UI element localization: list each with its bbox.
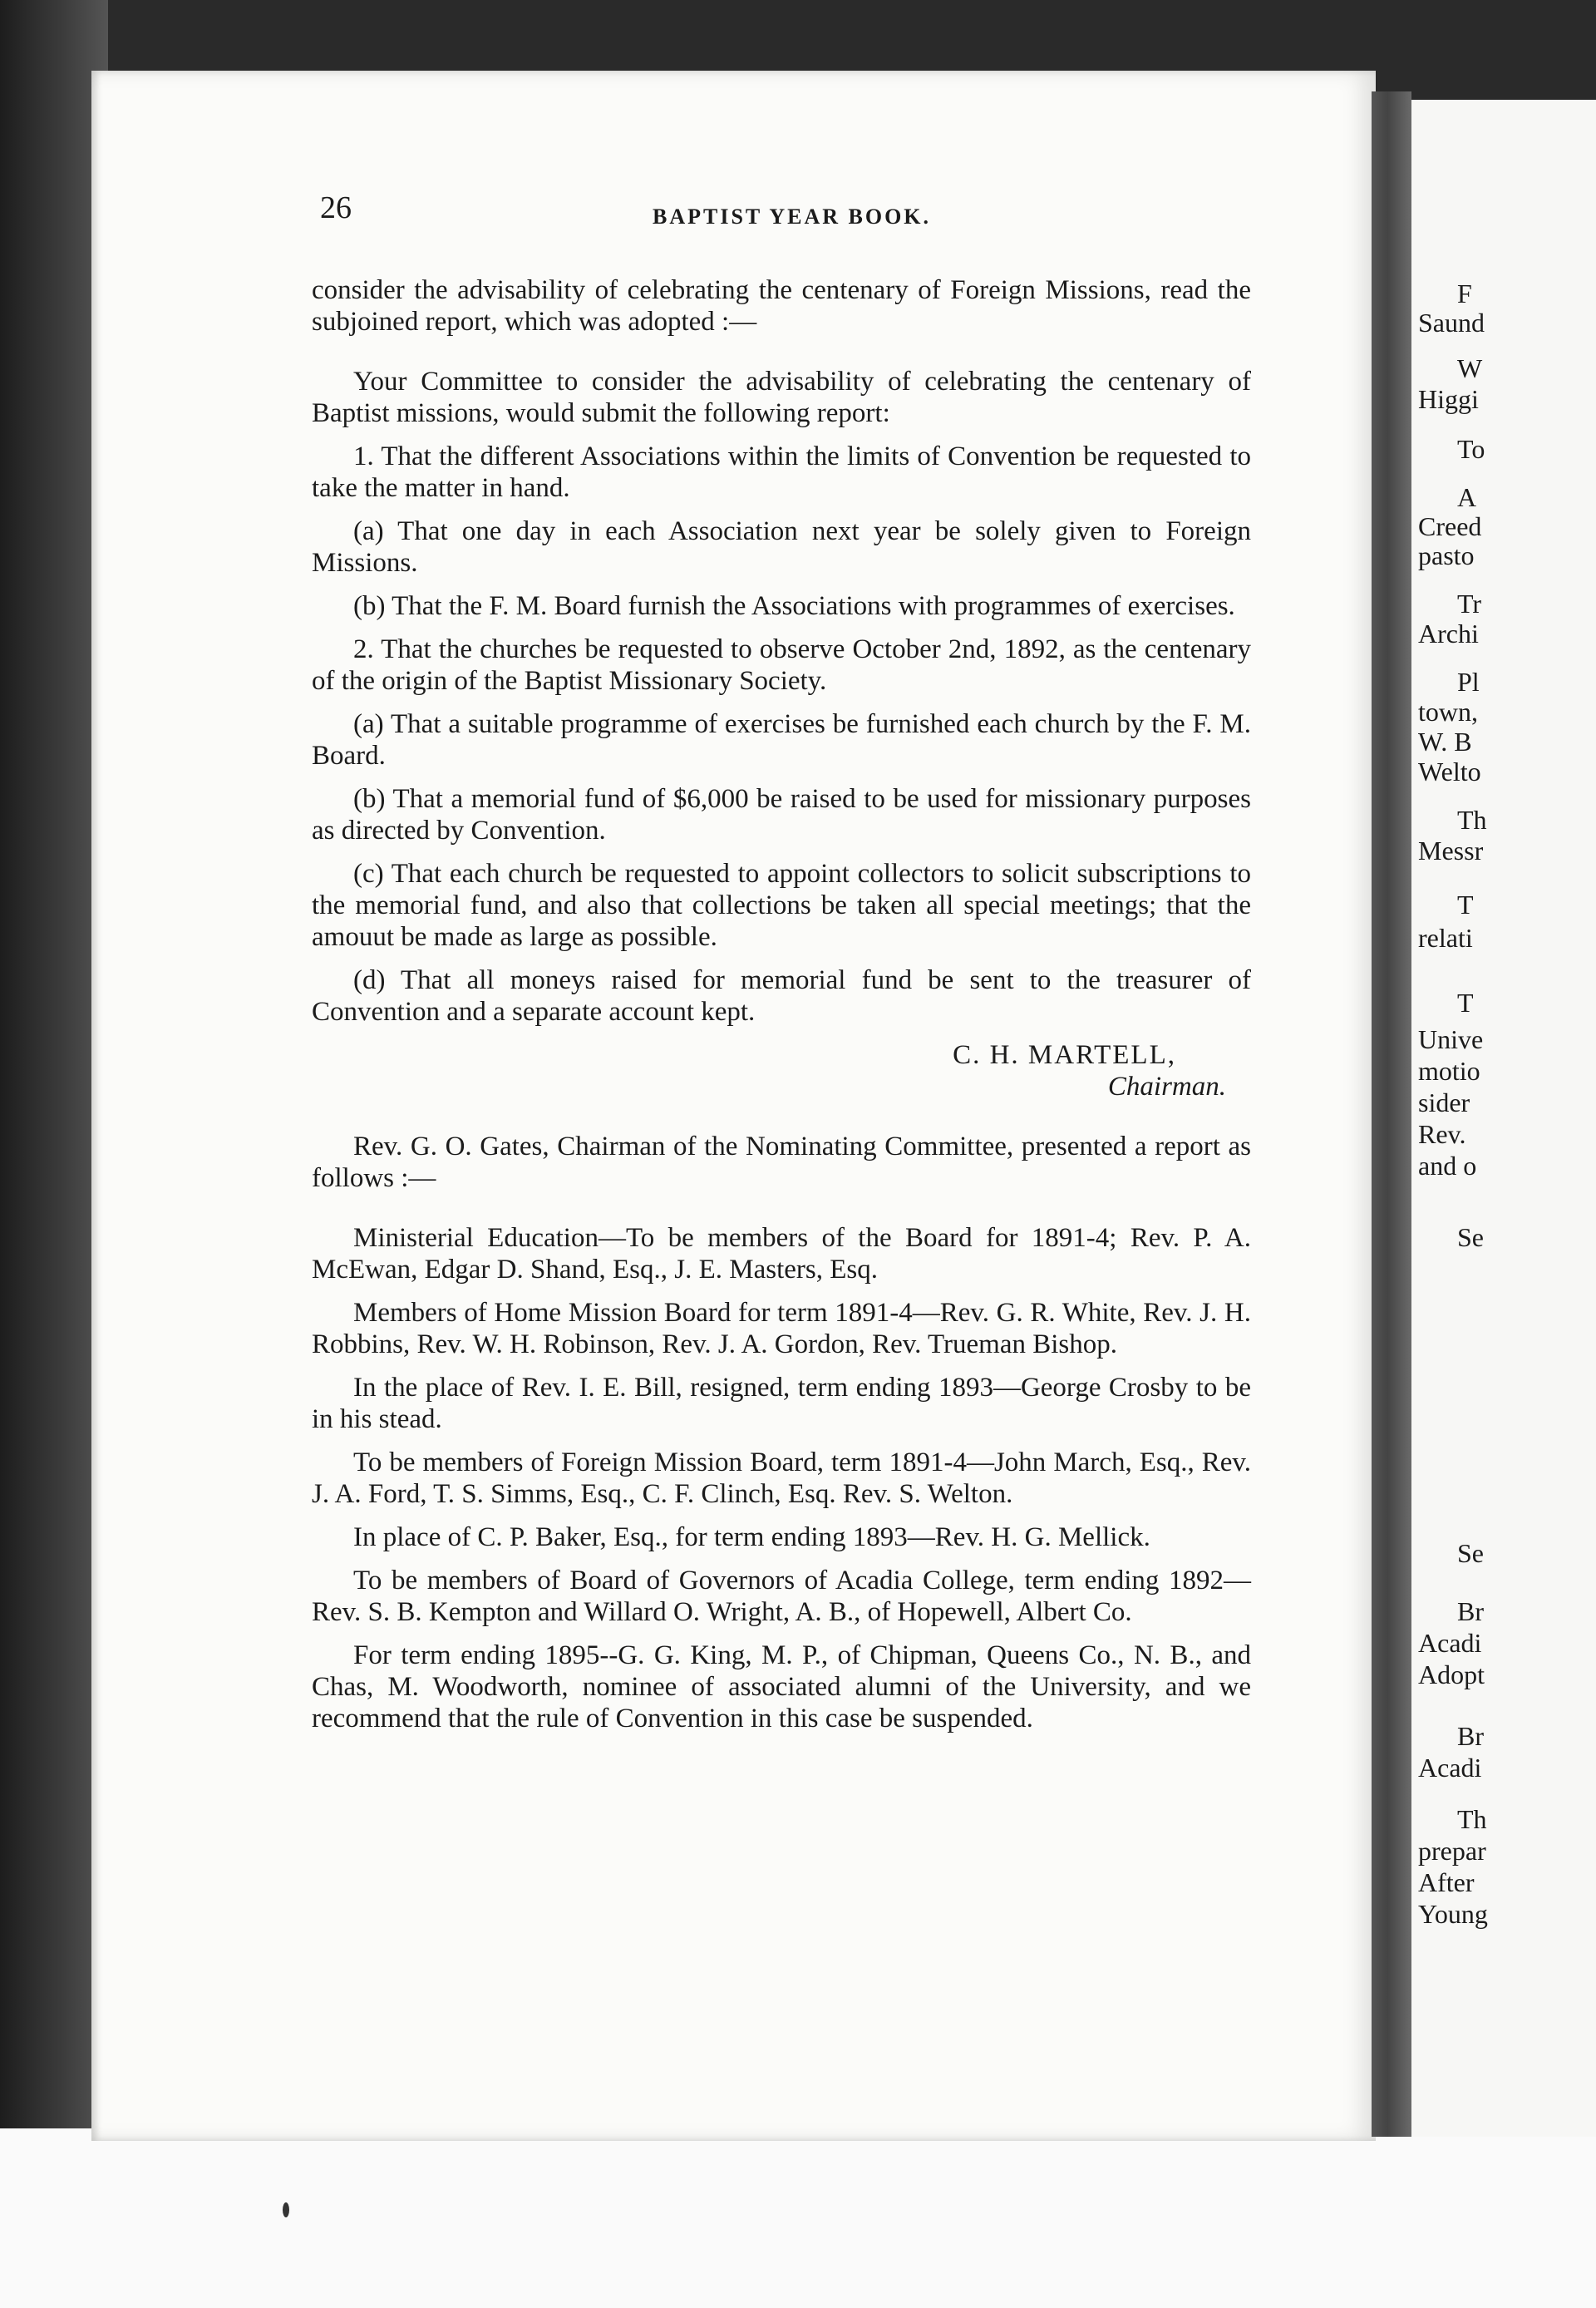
paragraph: (a) That one day in each Association next year be solely given to Foreign Missions. (312, 516, 1251, 578)
right-page-fragment: Higgi (1418, 384, 1479, 414)
page-body (312, 274, 1251, 1746)
page-header (320, 190, 1251, 239)
paragraph: In place of C. P. Baker, Esq., for term ending 1893—Rev. H. G. Mellick. (353, 1522, 1150, 1552)
page-number: 26 (320, 190, 352, 225)
right-page-fragment: motio (1418, 1056, 1480, 1086)
paragraph: 2. That the churches be requested to observe October 2nd, 1892, as the centenary of the origin of the Baptist Missionary Society. (312, 634, 1251, 696)
right-page-fragment: Acadi (1418, 1628, 1482, 1658)
right-page-fragment: Br (1457, 1721, 1484, 1751)
right-page-fragment: Archi (1418, 619, 1479, 649)
signatory-name: C. H. MARTELL, (953, 1040, 1176, 1070)
right-page-fragment: To (1457, 434, 1485, 464)
right-page-fragment: Se (1457, 1538, 1484, 1568)
paragraph: (c) That each church be requested to appoint collectors to solicit subscriptions to the memorial fund, and also that collections be taken all special meetings; that the amouut be made as large as possible. (312, 859, 1251, 952)
right-page-fragment: Messr (1418, 836, 1484, 866)
right-page-fragment: T (1457, 890, 1474, 920)
right-page-fragment: Th (1457, 805, 1487, 835)
paragraph: Members of Home Mission Board for term 1891-4—Rev. G. R. White, Rev. J. H. Robbins, Rev. W. H. Robinson, Rev. J. A. Gordon, Rev. Trueman Bishop. (312, 1298, 1251, 1359)
right-page-fragment: pasto (1418, 540, 1475, 570)
running-title: BAPTIST YEAR BOOK. (653, 205, 932, 229)
paragraph: In the place of Rev. I. E. Bill, resigned, term ending 1893—George Crosby to be in his stead. (312, 1373, 1251, 1434)
signatory-role: Chairman. (1107, 1072, 1226, 1102)
paragraph: To be members of Foreign Mission Board, term 1891-4—John March, Esq., Rev. J. A. Ford, T. S. Simms, Esq., C. F. Clinch, Esq. Rev. S. Welton. (312, 1447, 1251, 1509)
right-page-fragment: A (1457, 482, 1477, 512)
paragraph: (b) That a memorial fund of $6,000 be raised to be used for missionary purposes as directed by Convention. (312, 784, 1251, 846)
right-page-fragment: Saund (1418, 308, 1485, 338)
right-page-fragment: Se (1457, 1222, 1484, 1252)
right-page-fragment: After (1418, 1867, 1475, 1897)
right-page-fragment: relati (1418, 923, 1473, 953)
scan-bottom-margin (0, 2128, 1596, 2308)
right-page-fragment: F (1457, 279, 1472, 308)
right-page-fragment: town, (1418, 697, 1478, 727)
right-page-edge (1411, 100, 1596, 2137)
right-page-fragment: sider (1418, 1087, 1470, 1117)
right-page-fragment: Unive (1418, 1024, 1484, 1054)
right-page-fragment: prepar (1418, 1836, 1486, 1866)
paragraph: Your Committee to consider the advisability of celebrating the centenary of Baptist missions, would submit the following report: (312, 367, 1251, 428)
paragraph: (d) That all moneys raised for memorial fund be sent to the treasurer of Convention and a separate account kept. (312, 965, 1251, 1027)
paragraph: Ministerial Education—To be members of the Board for 1891-4; Rev. P. A. McEwan, Edgar D. Shand, Esq., J. E. Masters, Esq. (312, 1223, 1251, 1285)
right-page-fragment: Pl (1457, 667, 1480, 697)
paragraph: (a) That a suitable programme of exercises be furnished each church by the F. M. Board. (312, 709, 1251, 771)
right-page-fragment: W (1457, 353, 1483, 383)
right-page-fragment: Br (1457, 1596, 1484, 1626)
right-page-fragment: Creed (1418, 511, 1482, 541)
right-page-fragment: and o (1418, 1151, 1477, 1181)
paragraph: 1. That the different Associations within the limits of Convention be requested to take the matter in hand. (312, 441, 1251, 503)
right-page-fragment: Th (1457, 1804, 1487, 1834)
paragraph: For term ending 1895--G. G. King, M. P., of Chipman, Queens Co., N. B., and Chas, M. Woodworth, nominee of associated alumni of the University, and we recommend that the rule of Convention in this case be suspended. (312, 1640, 1251, 1733)
paragraph: consider the advisability of celebrating the centenary of Foreign Missions, read the subjoined report, which was adopted :— (312, 275, 1251, 337)
right-page-fragment: Tr (1457, 589, 1482, 619)
right-page-fragment: Young (1418, 1899, 1488, 1929)
right-page-fragment: Welto (1418, 757, 1481, 787)
right-page-fragment: Rev. (1418, 1119, 1466, 1149)
signature-block (312, 1039, 1226, 1102)
right-page-fragment: T (1457, 988, 1474, 1018)
paragraph: To be members of Board of Governors of Acadia College, term ending 1892—Rev. S. B. Kempton and Willard O. Wright, A. B., of Hopewell, Albert Co. (312, 1566, 1251, 1627)
right-page-fragment: W. B (1418, 727, 1472, 757)
book-gutter (1372, 91, 1411, 2137)
scan-speck (274, 2195, 299, 2228)
right-page-fragment: Adopt (1418, 1659, 1485, 1689)
paragraph: (b) That the F. M. Board furnish the Associations with programmes of exercises. (353, 591, 1235, 621)
right-page-fragment: Acadi (1418, 1753, 1482, 1783)
paragraph: Rev. G. O. Gates, Chairman of the Nominating Committee, presented a report as follows :— (312, 1132, 1251, 1193)
